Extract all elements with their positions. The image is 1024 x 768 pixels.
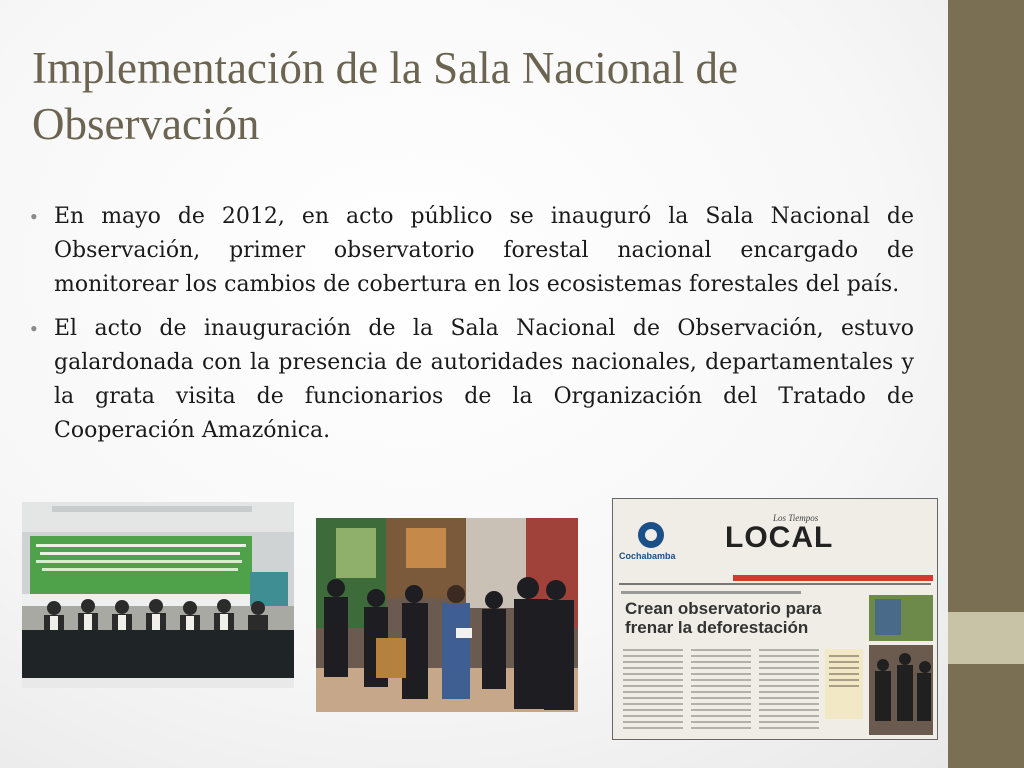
newspaper-headline: Crean observatorio para frenar la deforestación — [625, 599, 822, 637]
bullet-item — [30, 312, 914, 448]
newspaper-clipping — [612, 498, 938, 740]
photo-conference-table — [22, 502, 294, 688]
bullet-list — [30, 200, 914, 458]
bullet-text: En mayo de 2012, en acto público se inauguró la Sala Nacional de Observación, primer observatorio forestal nacional encargado de monitorear los cambios de cobertura en los ecosistemas forestales del país. — [54, 204, 914, 297]
slide-title: Implementación de la Sala Nacional de Observación — [32, 43, 738, 149]
bullet-dot-icon: • — [30, 316, 38, 341]
bullet-text: El acto de inauguración de la Sala Nacional de Observación, estuvo galardonada con la presencia de autoridades nacionales, departamentales y la grata visita de funcionarios de la Organización del Tratado de Cooperación Amazónica. — [54, 316, 914, 443]
side-accent-stripe — [948, 612, 1024, 664]
newspaper-brand: Cochabamba — [619, 551, 676, 561]
newspaper-name: Los Tiempos — [773, 513, 819, 523]
newspaper-section-title: LOCAL — [725, 521, 834, 554]
bullet-item — [30, 200, 914, 302]
photo-group-standing — [316, 518, 578, 712]
bullet-dot-icon: • — [30, 204, 38, 229]
